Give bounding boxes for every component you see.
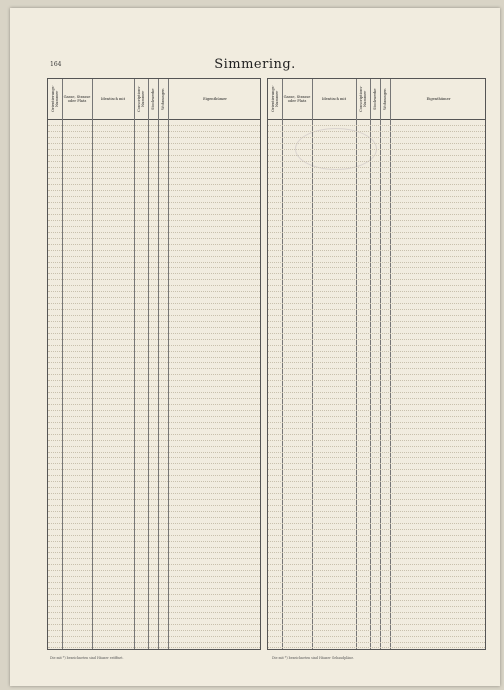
header-stockwerke: Stockwerke (372, 88, 377, 110)
header-identisch-mit: Identisch mit (100, 96, 126, 101)
footnote-right: Die mit *) bezeichneten sind Häuser Gebaudpläne. (272, 656, 355, 660)
table-row (48, 648, 260, 649)
header-gasse: Gasse, Strasse oder Platz (283, 94, 311, 103)
header-wohnungen: Wohnungen (382, 88, 387, 110)
footnote-left: Die mit *) bezeichneten sind Häuser eröffnet. (50, 656, 124, 660)
header-wohnungen: Wohnungen (160, 88, 165, 110)
right-table-header (268, 79, 485, 120)
right-register-table (267, 78, 486, 650)
page-number: 164 (50, 61, 62, 68)
header-orientierungs-nummer: Orientierungs-Nummer (270, 85, 279, 113)
header-conscriptions-nummer: Conscriptions-Nummer (358, 85, 367, 113)
header-identisch-mit: Identisch mit (321, 96, 347, 101)
header-eigenthuemer: Eigenthümer (426, 96, 451, 101)
ledger-page (10, 8, 500, 686)
header-conscriptions-nummer: Conscriptions-Nummer (136, 85, 145, 113)
header-stockwerke: Stockwerke (150, 88, 155, 110)
left-table-header (48, 79, 260, 120)
header-gasse: Gasse, Strasse oder Platz (63, 94, 91, 103)
left-table-rows (48, 120, 260, 649)
right-table-rows (268, 120, 485, 649)
header-eigenthuemer: Eigenthümer (203, 96, 227, 101)
page-title: Simmering. (214, 57, 296, 72)
left-register-table (47, 78, 261, 650)
table-row (268, 648, 485, 649)
header-orientierungs-nummer: Orientierungs-Nummer (50, 85, 59, 113)
